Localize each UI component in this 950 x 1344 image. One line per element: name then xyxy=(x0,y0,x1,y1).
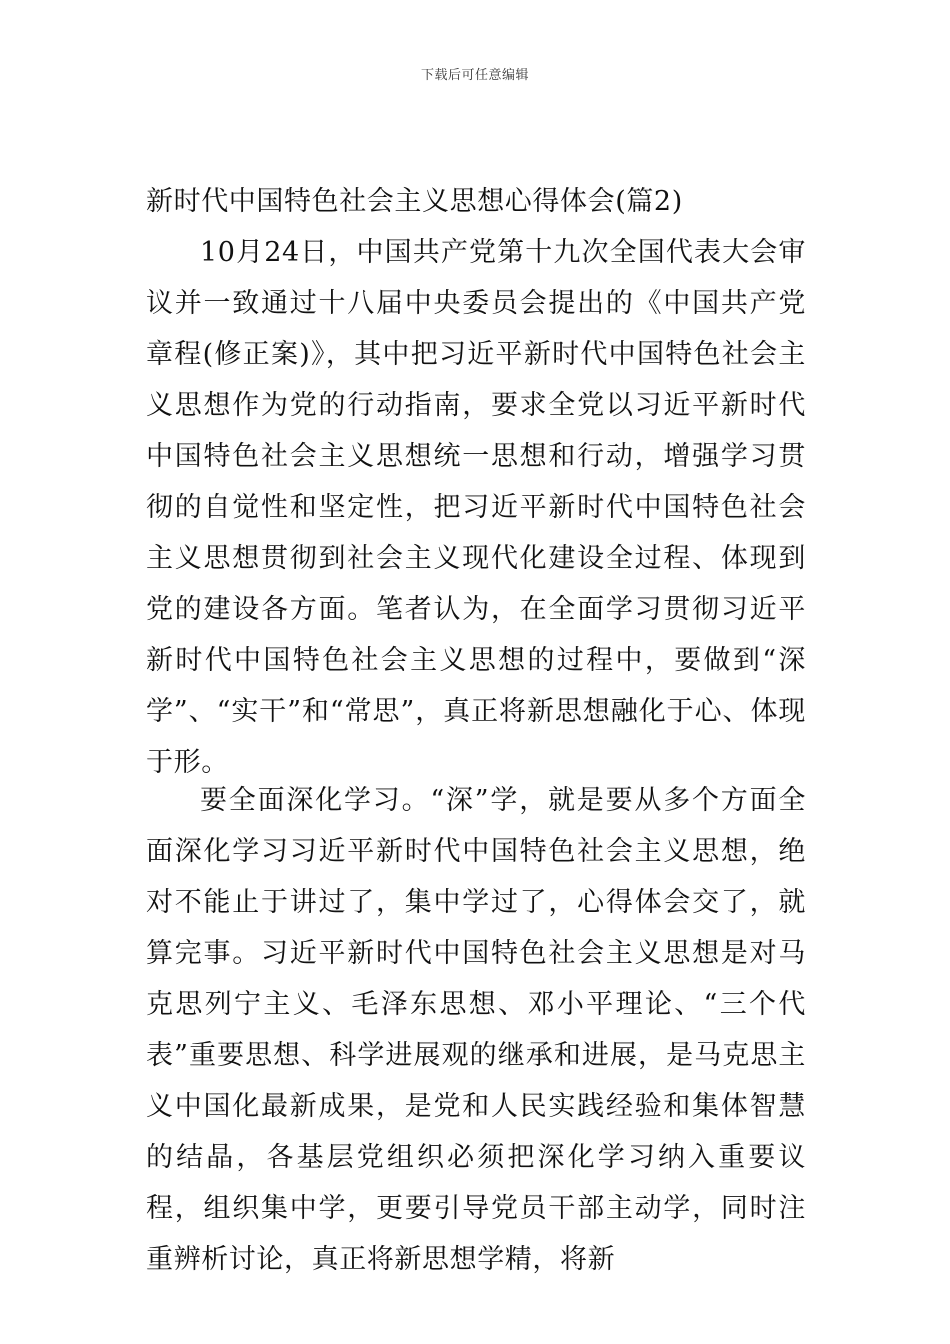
page-header: 下载后可任意编辑 xyxy=(420,68,529,83)
paragraph-2: 要全面深化学习。“深”学，就是要从多个方面全面深化学习习近平新时代中国特色社会主义思想，绝对不能止于讲过了，集中学过了，心得体会交了，就算完事。习近平新时代中国特色社会主义思想是对马克思列宁主义、毛泽东思想、邓小平理论、“三个代表”重要思想、科学进展观的继承和进展，是马克思主义中国化最新成果，是党和人民实践经验和集体智慧的结晶，各基层党组织必须把深化学习纳入重要议程，组织集中学，更要引导党员干部主动学，同时注重辨析讨论，真正将新思想学精，将新 xyxy=(146,785,806,1275)
document-title: 新时代中国特色社会主义思想心得体会(篇2) xyxy=(146,186,683,217)
paragraph-1: 10月24日，中国共产党第十九次全国代表大会审议并一致通过十八届中央委员会提出的《中国共产党章程(修正案)》，其中把习近平新时代中国特色社会主义思想作为党的行动指南，要求全党以习近平新时代中国特色社会主义思想统一思想和行动，增强学习贯彻的自觉性和坚定性，把习近平新时代中国特色社会主义思想贯彻到社会主义现代化建设全过程、体现到党的建设各方面。笔者认为，在全面学习贯彻习近平新时代中国特色社会主义思想的过程中，要做到“深学”、“实干”和“常思”，真正将新思想融化于心、体现于形。 xyxy=(146,237,806,778)
